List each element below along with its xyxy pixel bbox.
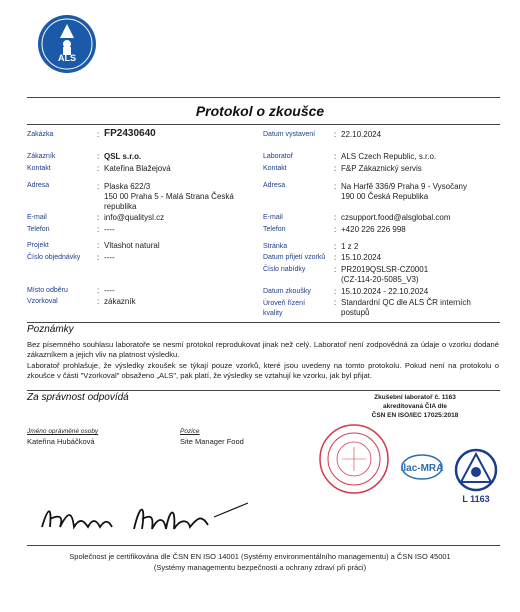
notes-title: Poznámky <box>27 324 74 335</box>
value-vzorkoval: zákazník <box>104 297 136 306</box>
als-logo <box>37 14 97 74</box>
notes-paragraph-1: Bez písemného souhlasu laboratoře se nesmí protokol reprodukovat jinak než celý. Laboratoř není zodpovědná za údaje o vzorku dodané zákazníkem a jejich vliv na platnost výsledku. <box>27 340 499 360</box>
value-cislo-objednavky: ---- <box>104 253 115 262</box>
colon: : <box>97 164 100 173</box>
value-uroven-rizeni: Standardní QC dle ALS ČR interních postupů <box>341 298 471 317</box>
label-email: E-mail <box>27 214 47 221</box>
label-misto-odberu: Místo odběru <box>27 287 68 294</box>
value-zakaznik: QSL s.r.o. <box>104 152 142 161</box>
value-telefon: ---- <box>104 225 115 234</box>
colon: : <box>97 130 100 139</box>
value-cislo-nabidky: PR2019QSLSR-CZ0001 (CZ-114-20-5085_V3) <box>341 265 429 284</box>
value-misto-odberu: ---- <box>104 286 115 295</box>
accreditation-line: akreditovaná ČIA dle <box>382 403 448 410</box>
ilac-mra-logo <box>400 453 444 487</box>
colon: : <box>334 253 337 262</box>
colon: : <box>97 297 100 306</box>
label-kontakt-lab: Kontakt <box>263 165 287 172</box>
divider <box>27 390 500 391</box>
colon: : <box>97 152 100 161</box>
colon: : <box>97 253 100 262</box>
logo-text: ALS <box>58 53 76 63</box>
label-stranka: Stránka <box>263 243 288 250</box>
colon: : <box>97 213 100 222</box>
divider <box>27 97 500 98</box>
value-kontakt: Kateřina Blažejová <box>104 164 171 173</box>
page-title: Protokol o zkoušce <box>195 103 325 119</box>
label-adresa-lab: Adresa <box>263 182 286 189</box>
colon: : <box>334 213 337 222</box>
label-datum-vystaveni: Datum vystavení <box>263 131 316 138</box>
signer-role: Site Manager Food <box>180 437 244 446</box>
label-datum-prijeti: Datum přijetí vzorků <box>263 254 326 261</box>
footer-line-2: (Systémy managementu bezpečnosti a ochrany zdraví při práci) <box>153 563 367 572</box>
signer-role-label: Pozice <box>180 428 200 435</box>
signer-name-label: Jméno oprávněné osoby <box>27 428 99 435</box>
value-datum-vystaveni: 22.10.2024 <box>341 130 382 139</box>
cia-number: L 1163 <box>462 494 490 504</box>
label-zakaznik: Zákazník <box>27 153 56 160</box>
value-projekt: Vltashot natural <box>104 241 160 250</box>
label-laborator: Laboratoř <box>263 153 293 160</box>
colon: : <box>334 164 337 173</box>
label-vzorkoval: Vzorkoval <box>27 298 58 305</box>
accreditation-line: Zkušební laboratoř č. 1163 <box>374 394 456 401</box>
value-laborator: ALS Czech Republic, s.r.o. <box>341 152 437 161</box>
laboratory-stamp <box>318 423 390 495</box>
value-adresa-lab: Na Harfě 336/9 Praha 9 - Vysočany 190 00 Česká Republika <box>341 182 467 201</box>
colon: : <box>334 182 337 191</box>
accreditation-text <box>340 393 490 420</box>
value-zakazka: FP2430640 <box>104 128 156 139</box>
colon: : <box>334 265 337 274</box>
notes-paragraph-2: Laboratoř prohlašuje, že výsledky zkoušek se týkají pouze vzorků, které jsou uvedeny na tomto protokolu. Pokud není na protokolu o zkoušce v části "Vzorkoval" obsaženo „ALS", pak platí, že výsledky se vztahují ke vzorku, jak byl přijat. <box>27 361 499 381</box>
ilac-text: ilac-MRA <box>400 463 444 474</box>
colon: : <box>334 298 337 307</box>
label-projekt: Projekt <box>27 242 49 249</box>
value-telefon-lab: +420 226 226 998 <box>341 225 406 234</box>
label-cislo-objednavky: Číslo objednávky <box>27 254 81 261</box>
label-cislo-nabidky: Číslo nabídky <box>263 266 306 273</box>
label-kontakt: Kontakt <box>27 165 51 172</box>
colon: : <box>97 182 100 191</box>
colon: : <box>97 225 100 234</box>
value-email-lab: czsupport.food@alsglobal.com <box>341 213 451 222</box>
colon: : <box>334 152 337 161</box>
signer-name: Kateřina Hubáčková <box>27 437 95 446</box>
label-email-lab: E-mail <box>263 214 283 221</box>
responsible-title: Za správnost odpovídá <box>27 392 129 403</box>
colon: : <box>334 287 337 296</box>
value-datum-zkousky: 15.10.2024 - 22.10.2024 <box>341 287 429 296</box>
label-adresa: Adresa <box>27 182 50 189</box>
label-zakazka: Zakázka <box>27 131 54 138</box>
label-telefon: Telefon <box>27 226 50 233</box>
label-datum-zkousky: Datum zkoušky <box>263 288 311 295</box>
colon: : <box>334 130 337 139</box>
divider <box>27 322 500 323</box>
label-uroven-rizeni: Úroveň řízení kvality <box>263 300 306 317</box>
value-kontakt-lab: F&P Zákaznický servis <box>341 164 422 173</box>
colon: : <box>334 225 337 234</box>
value-stranka: 1 z 2 <box>341 242 359 251</box>
value-adresa: Plaska 622/3 150 00 Praha 5 - Malá Strana Česká republika <box>104 182 234 211</box>
footer-line-1: Společnost je certifikována dle ČSN EN ISO 14001 (Systémy environmentálního managementu) a ČSN ISO 45001 <box>69 552 451 561</box>
colon: : <box>97 241 100 250</box>
divider <box>27 545 500 546</box>
label-telefon-lab: Telefon <box>263 226 286 233</box>
cia-accreditation-logo <box>453 448 499 506</box>
colon: : <box>334 242 337 251</box>
colon: : <box>97 286 100 295</box>
handwritten-signature <box>38 497 258 539</box>
accreditation-line: ČSN EN ISO/IEC 17025:2018 <box>371 412 459 419</box>
divider <box>27 124 500 125</box>
value-email: info@qualitysl.cz <box>104 213 165 222</box>
value-datum-prijeti: 15.10.2024 <box>341 253 382 262</box>
